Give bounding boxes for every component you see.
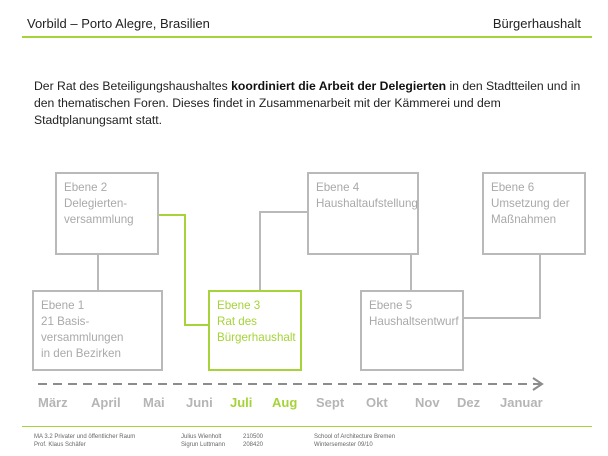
footer-id2: 208420	[243, 442, 264, 448]
footer-school: School of Architecture Bremen	[314, 434, 396, 440]
month-label: Nov	[415, 395, 440, 410]
box-ebene5: Ebene 5 Haushaltsentwurf	[360, 290, 464, 371]
footer-name2: Sigrun Luttmann	[181, 442, 226, 448]
month-label: Januar	[500, 395, 543, 410]
box-ebene3: Ebene 3 Rat des Bürgerhaushalt	[208, 290, 302, 371]
intro-text-after: in den Stadtteilen und in den thematischen Foren. Dieses findet in Zusammenarbeit mit der Kämmerei und dem Stadtplanungsamt statt.	[34, 79, 581, 127]
footer-name1: Julius Wienholt	[181, 434, 222, 440]
footer-names-block	[181, 433, 225, 449]
connector-ebene2-ebene3	[159, 215, 208, 325]
intro-text-bold: koordiniert die Arbeit der Delegierten	[231, 79, 447, 93]
month-label: März	[38, 395, 68, 410]
month-label-active: Juli	[230, 395, 253, 410]
footer-ids-block	[243, 433, 263, 449]
header-topic: Bürgerhaushalt	[492, 16, 581, 31]
month-label: April	[91, 395, 121, 410]
footer-divider	[22, 426, 592, 427]
month-label: Sept	[316, 395, 345, 410]
month-label-active: Aug	[272, 395, 298, 410]
box-ebene6: Ebene 6 Umsetzung der Maßnahmen	[482, 172, 586, 255]
footer-id1: 210500	[243, 434, 264, 440]
box-ebene2: Ebene 2 Delegierten- versammlung	[55, 172, 159, 255]
month-label: Juni	[186, 395, 213, 410]
footer-course: MA 3.2 Privater und öffentlicher Raum	[34, 434, 136, 440]
footer-prof: Prof. Klaus Schäfer	[34, 442, 86, 448]
connector-ebene5-ebene6	[464, 255, 540, 318]
box-ebene4: Ebene 4 Haushaltaufstellung	[307, 172, 419, 255]
box-ebene1: Ebene 1 21 Basis- versammlungen in den Bezirken	[32, 290, 163, 371]
month-label: Mai	[143, 395, 165, 410]
month-label: Dez	[457, 395, 481, 410]
month-label: Okt	[366, 395, 388, 410]
intro-text-before: Der Rat des Beteiligungshaushaltes	[34, 79, 232, 93]
header-title: Vorbild – Porto Alegre, Brasilien	[27, 16, 210, 31]
footer-school-block	[314, 433, 395, 449]
footer-course-block	[34, 433, 135, 449]
footer-semester: Wintersemester 09/10	[314, 442, 373, 448]
